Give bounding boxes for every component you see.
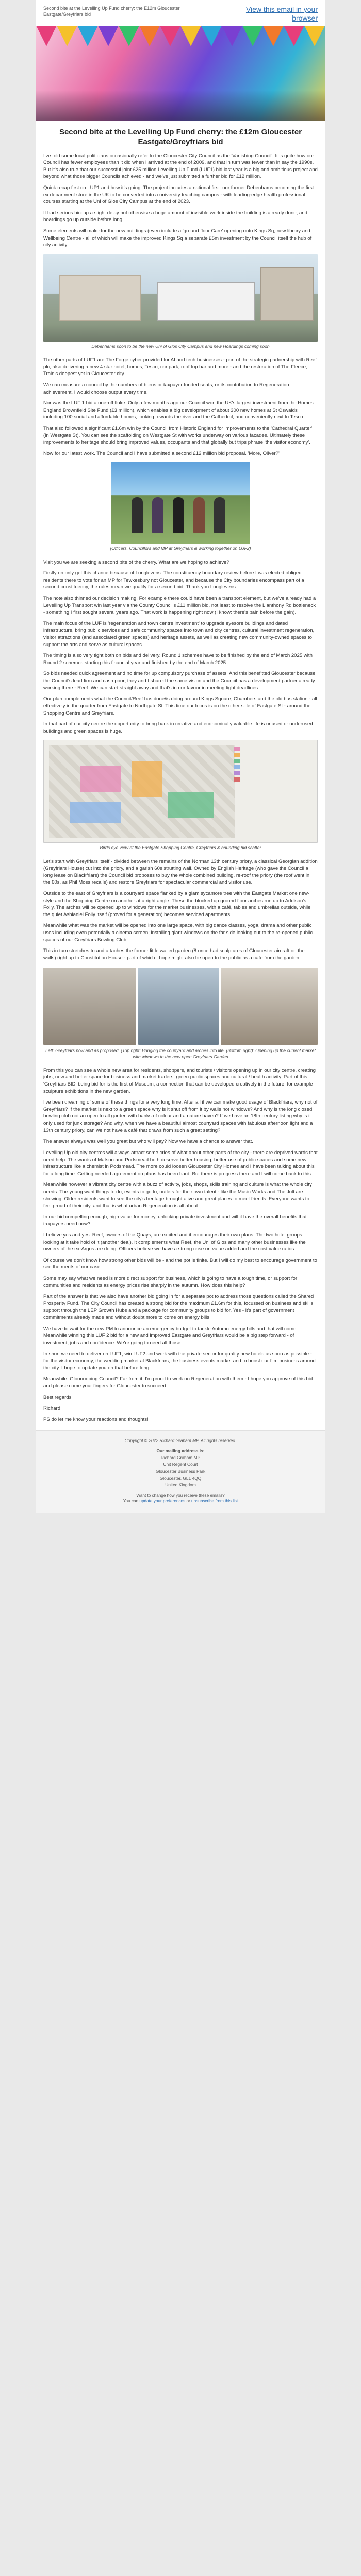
paragraph: This in turn stretches to and attaches the former little walled garden (8 once had sculptures of Gloucester aircraft on the walls) right up to Constitution House - part of which I hope might also be open to the public as a cafe from the garden. [43,948,305,961]
preferences-or: or [186,1498,190,1503]
paragraph: In short we need to deliver on LUF1, win LUF2 and work with the private sector for quality new hotels as soon as possible - for the visitor economy, the wedding market at Blackfriars, the business events market and to boost our film business around the city. I hope to update you on that before long. [43,1351,316,1371]
image-caption: Birds eye view of the Eastgate Shopping Centre, Greyfriars & bounding bid scatter [100,845,261,851]
email-body [36,152,325,1423]
postscript: PS do let me know your reactions and thoughts! [43,1416,149,1422]
paragraph: Outside to the east of Greyfriars is a courtyard space flanked by a glam sycamore tree with the Eastgate Market one new-style and the Shopping Centre on another at a right angle. These the blocked up ground floor arches run up to Addison's Folly. The arches will be opened up to windows for the market businesses, with a café, tables and umbrellas outside, while the quiet Ashlaniei Folly itself (proved for a generation) becomes serviced apartments. [43,890,311,918]
update-preferences-link[interactable]: update your preferences [139,1498,186,1503]
bunting-decoration [36,26,325,46]
address-line: Gloucester, GL1 4QQ [159,1476,202,1481]
image-caption: Debenhams soon to be the new Uni of Glos City Campus and new Hoardings coming soon [91,343,270,349]
paragraph: Quick recap first on LUP1 and how it's going. The project includes a national first: our former Debenhams becoming the first ex department store in the UK to be converted into a university teaching campus - with leading-edge health professional courses starting at the Uni of Glos City Campus at the end of 2023. [43,185,314,205]
market-photo [221,968,318,1045]
paragraph: Some elements will make for the new buildings (even include a 'ground floor Care' opening onto Kings Sq, new library and Wellbeing Centre - all of which will make the improved Kings Sq a separate £5m investment by the Council itself the hub of city activity. [43,228,312,248]
paragraph: So bids needed quick agreement and no time for up compulsory purchase of assets. And this benefitted Gloucester because the Council's lead firm and cash poor; they and I shared the same vision and the Council has a development partner already working there - Reef. We can start straight away and that's in our favour in meeting tight deadlines. [43,671,316,691]
map-legend [234,747,311,784]
site-map-image [43,740,318,843]
paragraph: I've told some local politicians occasionally refer to the Gloucester City Council as the 'Vanishing Council'. It is quite how our Council has fewer employees than it did when I arrived at the end of 2009, and that in turn was fewer than in say the 1990s. But it's also true that our successful joint £25 million Levelling Up Fund (LUF1) bid last year is a big and ambitious project and beyond what those bigger Councils achieved - and we've just submitted a further bid for £12 million. [43,152,318,180]
paragraph: The main focus of the LUF is 'regeneration and town centre investment' to upgrade eyesore buildings and dated infrastructure, bring public services and safe community spaces into town and city centres, cultural investment regeneration, visitor attractions (and associated green spaces) and heritage assets, as well as creating new community-owned spaces to support the arts and serve as cultural spaces. [43,620,315,648]
address-line: United Kingdom [165,1482,196,1488]
paragraph: Our plan complements what the Council/Reef has done/is doing around Kings Square, Chambers and the old bus station - all effectively in the quarter from Eastgate to Northgate St. This time our focus is on the other side of Eastgate St - around the Shopping Centre and Greyfriars. [43,696,317,716]
paragraph: The other parts of LUF1 are The Forge cyber provided for AI and tech businesses - part of the strategic partnership with Reef plc, also delivering a new 4 star hotel, homes, Tesco, car park, roof top bar and more - and the restoration of The Fleece, Train's deepest yet in Gloucester city. [43,357,317,377]
paragraph: It had serious hiccup a slight delay but otherwise a huge amount of invisible work inside the building is already done, and hoardings go up outside before long. [43,210,307,223]
signoff [43,1394,318,1423]
email-footer [36,1430,325,1513]
unsubscribe-link[interactable]: unsubscribe from this list [191,1498,238,1503]
paragraph: Meanwhile however a vibrant city centre with a buzz of activity, jobs, shops, skills training and culture is what the whole city needs. The young want things to do, events to go to, outlets for their own talent - like the Music Works and The Jolt are showing. Older residents want to see the city's heritage brought alive and great places to meet friends. Everyone wants to feel proud of their city, and that is what urban Regeneration is all about. [43,1182,312,1209]
paragraph: Nor was the LUF 1 bid a one-off fluke. Only a few months ago our Council won the UK's largest investment from the Homes England Brownfield Site Fund (£3 million), which enables a big development of about 300 new homes at St Oswalds including 100 social and affordable homes, looking towards the river and the Cathedral, and conveniently next to Tesco. [43,400,314,420]
preheader [36,0,325,26]
paragraph: Let's start with Greyfriars itself - divided between the remains of the Norman 13th century priory, a classical Georgian addition (Greyfriars House) cut into the priory, and a garish 60s strutting wall. Owned by English Heritage (who gave the Council a long lease on Blackfriars) the Council bid proposes to buy the whole combined building, re-roof the priory (the roof went in the 60s, as Phil Moss recalls) and restore Greyfriars for spectacular commercial and visitor use. [43,858,318,886]
paragraph: I've been dreaming of some of these things for a very long time. After all if we can make good usage of Blackfriars, why not of Greyfriars? If the market is next to a green space why is it shut off from it by walls not windows? And why is the long closed bowling club not an open to all garden with banks of colour and a nature haven? If we have an 18th century listing why is it only used for junk storage? And why, when we have a beautiful almost courtyard spaces with fabulous afternoon light and a 13th century priory, can we not have a café that draws from such a great setting? [43,1099,318,1133]
group-photo [43,462,318,544]
paragraph: I believe yes and yes. Reef, owners of the Quays, are excited and it encourages their own plans. The two hotel groups looking at it take hold of it (another deal). It complements what Reef, the Uni of Glos and many other businesses like the owners of the ex-Argos are doing. Officers believe we have a strong case on value added and the cost value ratios. [43,1232,306,1252]
preferences-prompt: Want to change how you receive these emails? [136,1493,225,1498]
paragraph: Now for our latest work. The Council and I have submitted a second £12 million bid proposal. 'More, Oliver?' [43,450,280,456]
preferences-you-can: You can [123,1498,139,1503]
aerial-map [49,745,235,838]
paragraph: The timing is also very tight both on bids and delivery. Round 1 schemes have to be finished by the end of March 2025 with Round 2 schemes starting this financial year and finished by the end of March 2025. [43,653,313,666]
greyfriars-photo [43,968,136,1045]
paragraph: We have to wait for the new PM to announce an emergency budget to tackle Autumn energy bills and that will come. Meanwhile winning this LUF 2 bid for a new and improved Eastgate and Greyfriars would be a big step forward - of investment, jobs and confidence. We're going to need all those. [43,1326,298,1346]
signature: Richard [43,1405,61,1412]
preferences-text [43,1493,318,1504]
paragraph: The answer always was well you great but who will pay? Now we have a chance to answer that. [43,1139,253,1145]
paragraph: Meanwhile: Gloooooping Council? Far from it. I'm proud to work on Regeneration with them - I hope you approve of this bid: and please come your fingers for Gloucester to succeed. [43,1376,314,1389]
copyright-text: Copyright © 2022 Richard Graham MP, All rights reserved. [124,1438,237,1444]
address-line: Gloucester Business Park [155,1468,206,1474]
greyfriars-gallery [43,968,318,1045]
courtyard-photo [138,968,219,1045]
address-line: Richard Graham MP [160,1455,201,1461]
crowd-silhouette [36,90,325,121]
paragraph: Some may say what we need is more direct support for business, which is going to have a tough time, or support for communities and residents as energy prices rise sharply in the autumn. How does this help? [43,1276,298,1289]
image-caption: (Officers, Councillors and MP at Greyfriars & working together on LUF2) [110,546,251,551]
paragraph: From this you can see a whole new area for residents, shoppers, and tourists / visitors opening up in our city centre, creating jobs, new and better space for business and market traders, green public spaces and cultural / health activity. Part of this 'Greyfriars BID' being bid for is the first of Museum, a connection that can be developed creatively in the future: for example sculpture exhibitions in the new garden. [43,1067,316,1094]
paragraph: Firstly on only get this chance because of Longlevens. The constituency boundary review before I was elected obliged residents there to vote for an MP for Tewkesbury not Gloucester, and because the City boundaries encompass part of a second constituency, the rules mean we qualify for a second bid. Thank you Longlevens. [43,570,304,590]
paragraph: Visit you we are seeking a second bite of the cherry. What are we hoping to achieve? [43,559,229,565]
paragraph: In that part of our city centre the opportunity to bring back in creative and economically valuable life is unused or underused buildings and green spaces is huge. [43,721,313,734]
paragraph: In our bid compelling enough, high value for money, unlocking private investment and will it have the overall benefits that taxpayers need now? [43,1214,307,1227]
preheader-text: Second bite at the Levelling Up Fund cherry: the E12m Gloucester Eastgate/Greyfriars bid [43,6,180,18]
image-caption: Left: Greyfriars now and as proposed. (Top right: Bringing the courtyard and arches into life. (Bottom right): Opening up the current market with windows to the new open Greyfriars Garden [45,1048,316,1059]
address-label: Our mailing address is: [156,1448,205,1453]
email-container [36,0,325,1513]
paragraph: Levelling Up old city centres will always attract some cries of what about other parts of the city - there are deprived wards that need help. The wards of Matson and Podsmead both deserve better housing, better use of public spaces and some new infrastructure like a chemist in Podsmead. The more could loosen Gloucester City Homes and I have been talking about this for a long time. Getting needed agreement on plans has been hard. But there is progress there and I will come back to this. [43,1149,318,1177]
paragraph: Part of the answer is that we also have another bid going in for a separate pot to address those questions called the Shared Prosperity Fund. The City Council has created a strong bid for the maximum £1.6m for this, focussed on business and skills support through the LEP Growth Hubs and a package for community groups to bid for. Yes - it's part of government commitments already made and without doubt more to come on energy bills. [43,1294,314,1321]
banner-image [36,26,325,121]
paragraph: Of course we don't know how strong other bids will be - and the pot is finite. But I will do my best to encourage government to see the merits of our case. [43,1257,317,1270]
paragraph: We can measure a council by the numbers of burns or taxpayer funded seats, or its contribution to Regeneration achievement. I would choose output every time. [43,382,289,395]
paragraph: That also followed a significant £1.6m win by the Council from Historic England for improvements to the 'Cathedral Quarter' (in Westgate St). You can see the scaffolding on Westgate St with works underway on various facades. Ultimately these improvements to heritage should bring improved values, occupants and that globally but trips phrase 'the visitor economy'. [43,425,313,446]
regards-text: Best regards [43,1394,72,1400]
paragraph: The note also thinned our decision making. For example there could have been a transport element, but we've already had a Levelling Up Transport win last year via the County Council's £11 million bid, not least to resolve the Llanthony Rd bottleneck - something I first sought several years ago. That work is happening right now (I know: there's pain before the gain). [43,596,316,616]
address-line: Unit Regent Court [163,1462,198,1467]
view-in-browser-link[interactable]: View this email in your browser [245,5,318,22]
paragraph: Meanwhile what was the market will be opened into one large space, with big dance classes, yoga, drama and other public uses including even potentially a cinema screen; installing giant windows on the far side looking out to the re-opened public spaces of our Greyfriars Bowling Club. [43,923,313,943]
debenhams-photo [43,254,318,342]
email-headline: Second bite at the Levelling Up Fund cherry: the £12m Gloucester Eastgate/Greyfriars bid [59,127,302,147]
